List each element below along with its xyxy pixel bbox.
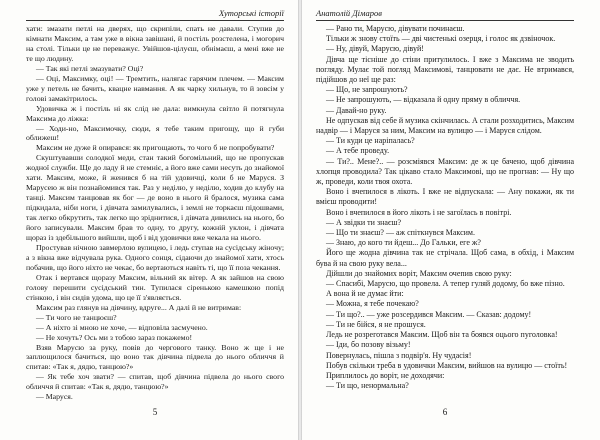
paragraph: — Ти куди це наріпалась? (326, 136, 415, 146)
paragraph: Воно і вчепилося в його лікоть і не загоїлась в повітрі. (326, 207, 512, 217)
paragraph: — А ніхто зі мною не хоче, — відповіла засмучено. (36, 322, 208, 332)
running-header: Хуторські історії (218, 8, 284, 18)
paragraph: — Що ти знаєш? — аж спіткнувся Максим. (326, 228, 475, 238)
running-header: Анатолій Дімаров (316, 8, 382, 18)
paragraph: — Оці, Максимку, оці! — Тремтить, налягає гарячим плечем. — Максим уже у петель не бачить, квацне навмання. А як чарку хильнув, то й зовсім у голові замакітрилось. (26, 73, 284, 103)
paragraph: — Не хочуть? Ось ми з тобою зараз покажемо! (36, 332, 193, 342)
paragraph: — Що, не запрошують? (326, 85, 408, 95)
page-text (316, 24, 574, 391)
paragraph: Повернулась, пішла з подвір'я. Ну чудасія! (326, 350, 472, 360)
paragraph: Приплилось до воріт, не доходячи: (326, 370, 445, 380)
paragraph: Удовичка ж і постіль ні як слід не дала: вимкнула світло й потягнула Максима до ліжка: (26, 103, 284, 123)
paragraph: Воно і вчепилося в лікоть. І вже не відпускала: — Ану покажи, як ти вмієш проводити! (316, 187, 574, 207)
paragraph: Скуштувавши солодкої меди, стан такий богомільний, що не пропускав жодної служби. Ще до ладу й не стемніє, а його вже сами несуть до знайомої хати. Максим, може, й женився б на тій удовичці, коли б не Маруся. З Марусею ж він познайомився так. Раз у неділю, у неділю, ходив до клубу на танці. Максим танцював як бог — де воно в нього й бралося, музика сама підкидала, ніби ноги, і дівчата замилувались, і землі не торкаєш підошвами, так легко обкрутить, так легко що зріднитися, і дівчата дивились на нього, бо його записували. Максим брав то одну, то другу, кожній уклон, і дівчата щораз із здебільшого вийшли, щоб і від удовички вже чекала на нього. (26, 153, 284, 243)
paragraph: — Маруся. (36, 392, 73, 402)
paragraph: — А звідки ти знаєш? (326, 217, 402, 227)
paragraph: — Ти що?.. — уже розсердився Максим. — Сказав: додому! (326, 309, 532, 319)
paragraph: Тільки ж знову стоїть — дві чистенькі озерця, і голос як дзвіночок. (326, 34, 556, 44)
paragraph: — Ти чого не танцюєш? (36, 312, 117, 322)
paragraph: — Можна, я тебе почекаю? (326, 299, 419, 309)
header-rule (316, 20, 574, 21)
paragraph: А вона й не думає йти: (326, 289, 404, 299)
paragraph: Його ще жодна дівчина так не стрічала. Щоб сама, в обхід, і Максим бува й на свою руку вела... (316, 248, 574, 268)
header-rule (26, 20, 284, 21)
paragraph: — А тебе проведу. (326, 146, 390, 156)
paragraph: Дівча ще тісніше до стіни притулилось. І вже з Максима не зводить погляду. Мулає той погляд Максимові, танцювати не дає. Не втримався, підійшов до неї ще раз: (316, 54, 574, 85)
paragraph: Максим не дуже й опирався: як пригощають, то чого б не попробувати? (36, 143, 275, 153)
paragraph: Простував нічною завмерлою вулицею, і ледь ступав на сусідську жіночу; а з вікна вже відчувала рука. Одного сонця, сідаючи до знайомої хати, хтось побачив, що його ніхто не чекає, бо вертаються навіть ті, що її поза чекання. (26, 242, 284, 272)
paragraph: Побув скільки треба в удовички Максим, вийшов на вулицю — стоїть! (326, 360, 568, 370)
left-page (0, 0, 298, 440)
paragraph: — Не запрошують, — відказала й одну пряму в обличчя. (326, 95, 521, 105)
paragraph: — Так які петлі змазувати? Оці? (36, 63, 144, 73)
paragraph: — Спасибі, Марусю, що провела. А тепер гуляй додому, бо вже пізно. (326, 279, 565, 289)
paragraph: Дійшли до знайомих воріт, Максим очепив свою руку: (326, 268, 512, 278)
paragraph: — Ну, дівуй, Марусю, дівуй! (326, 44, 424, 54)
paragraph: Не одпускав від себе й музика скінчилась. А стали розходитись, Максим надвір — і Маруся за ним, Максим на вулицю — і Маруся слідом. (316, 115, 574, 136)
right-page (302, 0, 600, 440)
paragraph: — Як тебе хоч звати? — спитав, щоб дівчина підвела до нього свого обличчя й спитав: «Так я, дядю, танцюю?» (26, 372, 284, 392)
paragraph: — Іди, бо позову візьму! (326, 340, 411, 350)
paragraph: — Ти не бійся, я не прошуся. (326, 319, 426, 329)
paragraph: Максим раз глянув на дівчину, вдруге... А далі й не витримав: (36, 302, 242, 312)
paragraph: Взяв Марусю за руку, повів до чергового танку. Воно ж ще і не заплющилося бачиться, що воно так дівчина підвела до нього обличчя й спитав: «Так я, дядю, танцюю?» (26, 342, 284, 372)
paragraph: — Знаю, до кого ти йдеш... До Гальки, еге ж? (326, 238, 481, 248)
paragraph: Отак і вертався щоразу Максим, вільний як вітер. А як зайшов на свою голову перешити сусідський тин. Тупилася сіренькою камешкою попід стінкою, і він сидів удома, що це її з'являється. (26, 272, 284, 302)
page-text (26, 24, 284, 402)
paragraph: — Ти що, ненормальна? (326, 381, 409, 391)
paragraph: — Давай-но руку. (326, 105, 387, 115)
page-number: 6 (442, 407, 448, 417)
paragraph: — Ходи-но, Максимочку, сюди, я тебе таким пригощу, що й губи оближеш! (26, 123, 284, 143)
paragraph: — Рано ти, Марусю, дівувати починаєш. (326, 24, 465, 33)
paragraph: — Ти?.. Мене?.. — розсміявся Максим: де ж це бачено, щоб дівчина хлопця проводила? Так цікаво стало Максимові, що не прогнав: — Ну що ж, проведи, коли твоя охота. (316, 156, 574, 187)
paragraph: хати: змазати петлі на дверях, що скрипіли, спать не давали. Ступив до кімнати Максим, а там уже в вікна завішані, й постіль розстелена, і могорич на столі. Тільки це не переважує. Увійшов-цілуєш, обнімаєш, а мені вже не те що людину. (26, 24, 284, 63)
page-number: 5 (152, 407, 158, 417)
paragraph: Ледь не розреготався Максим. Щоб він та боявся оцього пуголовка! (326, 330, 558, 340)
